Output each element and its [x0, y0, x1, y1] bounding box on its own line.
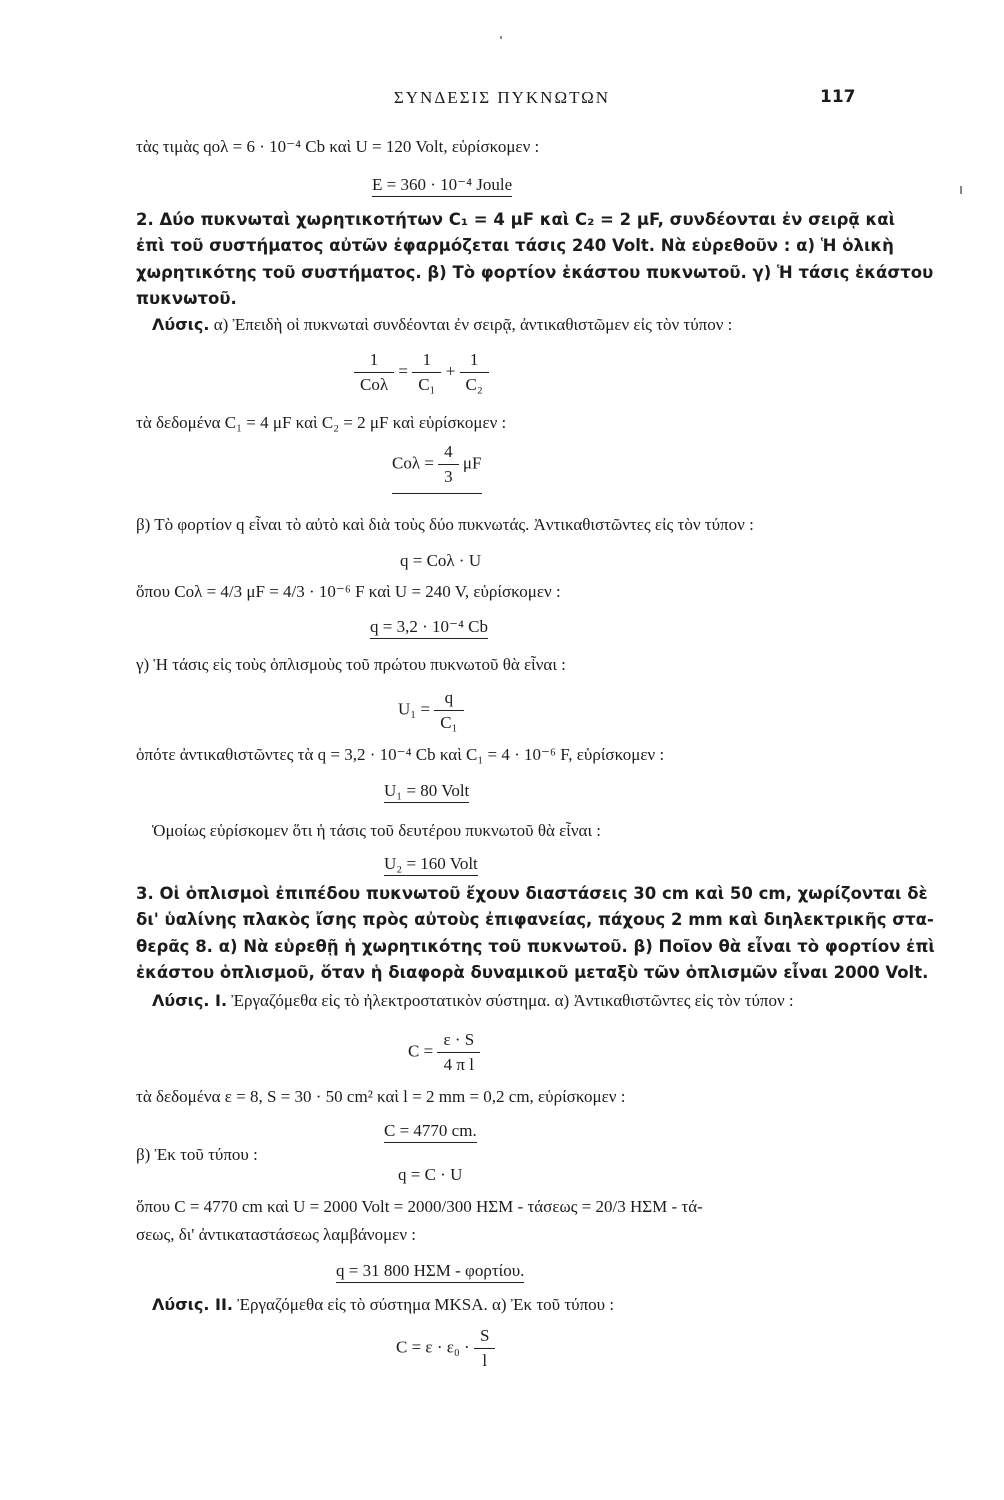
p3-b-given-1: ὅπου C = 4770 cm καὶ U = 2000 Volt = 2000/300 ΗΣΜ - τάσεως = 20/3 ΗΣΜ - τά-	[136, 1197, 703, 1216]
solution-1-text: Ἐργαζόμεθα εἰς τὸ ἠλεκτροστατικὸν σύστημα. α) Ἀντικαθιστῶντες εἰς τὸν τύπον :	[231, 991, 794, 1010]
p3-b-given-2: σεως, δι' ἀντικαταστάσεως λαμβάνομεν :	[136, 1225, 416, 1244]
p3-result-1: C = 4770 cm.	[384, 1122, 477, 1143]
page-number: 117	[820, 87, 856, 107]
p3-line-1: 3. Οἱ ὁπλισμοὶ ἐπιπέδου πυκνωτοῦ ἔχουν διαστάσεις 30 cm καὶ 50 cm, χωρίζονται δὲ	[136, 884, 928, 903]
p3-line-4: ἑκάστου ὁπλισμοῦ, ὅταν ἡ διαφορὰ δυναμικοῦ μεταξὺ τῶν ὁπλισμῶν εἶναι 2000 Volt.	[136, 963, 929, 982]
solution-label: Λύσις.	[152, 315, 210, 334]
p2-solution	[152, 316, 732, 333]
p3-line-2: δι' ὑαλίνης πλακὸς ἴσης πρὸς αὐτοὺς ἐπιφανείας, πάχους 2 mm καὶ διηλεκτρικῆς στα-	[136, 910, 934, 929]
p3-b-result: q = 31 800 ΗΣΜ - φορτίου.	[336, 1262, 524, 1283]
p2-line-2: ἐπὶ τοῦ συστήματος αὐτῶν ἐφαρμόζεται τάσις 240 Volt. Νὰ εὑρεθοῦν : α) Ἡ ὁλικὴ	[136, 236, 894, 255]
p2-b-result: q = 3,2 · 10⁻⁴ Cb	[370, 618, 488, 639]
series-formula: $\frac{1}{\text{Cολ}}$ = $\frac{1}{\text{C₁}}$ + $\frac{1}{\text{C₂}}$	[354, 350, 489, 395]
p2-c-text: γ) Ἡ τάσις εἰς τοὺς ὁπλισμοὺς τοῦ πρώτου πυκνωτοῦ θὰ εἶναι :	[136, 655, 566, 674]
p3-solution-1	[152, 992, 794, 1009]
p3-b-label: β) Ἐκ τοῦ τύπου :	[136, 1145, 258, 1164]
solution-2-text: Ἐργαζόμεθα εἰς τὸ σύστημα MKSA. α) Ἐκ τοῦ τύπου :	[237, 1295, 615, 1314]
scan-speck	[500, 36, 502, 39]
solution-text: α) Ἐπειδὴ οἱ πυκνωταὶ συνδέονται ἐν σειρᾷ, ἀντικαθιστῶμεν εἰς τὸν τύπον :	[213, 315, 733, 334]
intro-result: E = 360 · 10⁻⁴ Joule	[372, 176, 512, 197]
p2-c-text2: Ὁμοίως εὑρίσκομεν ὅτι ἡ τάσις τοῦ δευτέρου πυκνωτοῦ θὰ εἶναι :	[152, 821, 601, 840]
p2-b-text: β) Τὸ φορτίον q εἶναι τὸ αὐτὸ καὶ διὰ τοὺς δύο πυκνωτάς. Ἀντικαθιστῶντες εἰς τὸν τύπον :	[136, 515, 754, 534]
p2-c-result: U₁ = 80 Volt	[384, 782, 469, 803]
p2-b-given: ὅπου Cολ = 4/3 μF = 4/3 · 10⁻⁶ F καὶ U = 240 V, εὑρίσκομεν :	[136, 582, 561, 601]
p2-c-formula: U₁ = $\frac{q}{\text{C₁}}$	[398, 688, 464, 733]
p3-formula-1: C = $\frac{\varepsilon \cdot S}{\text{4 π l}}$	[408, 1030, 480, 1075]
solution-1-label: Λύσις. Ι.	[152, 991, 228, 1010]
p3-formula-2: C = ε · ε₀ · $\frac{S}{l}$	[396, 1326, 495, 1371]
p2-line-3: χωρητικότης τοῦ συστήματος. β) Τὸ φορτίον ἑκάστου πυκνωτοῦ. γ) Ἡ τάσις ἑκάστου	[136, 263, 934, 282]
p3-solution-2	[152, 1296, 614, 1313]
p3-line-3: θερᾶς 8. α) Νὰ εὑρεθῇ ἡ χωρητικότης τοῦ πυκνωτοῦ. β) Ποῖον θὰ εἶναι τὸ φορτίον ἐπὶ	[136, 937, 935, 956]
solution-2-label: Λύσις. ΙΙ.	[152, 1295, 233, 1314]
p3-b-formula: q = C · U	[398, 1165, 463, 1184]
result-col: Cολ = $\frac{4}{3}$ μF	[392, 442, 482, 494]
intro-line: τὰς τιμὰς qολ = 6 · 10⁻⁴ Cb καὶ U = 120 Volt, εὑρίσκομεν :	[136, 137, 540, 156]
p3-given-1: τὰ δεδομένα ε = 8, S = 30 · 50 cm² καὶ l = 2 mm = 0,2 cm, εὑρίσκομεν :	[136, 1087, 626, 1106]
running-header: ΣΥΝΔΕΣΙΣ ΠΥΚΝΩΤΩΝ	[393, 88, 611, 107]
p2-c-given: ὁπότε ἀντικαθιστῶντες τὰ q = 3,2 · 10⁻⁴ Cb καὶ C₁ = 4 · 10⁻⁶ F, εὑρίσκομεν :	[136, 745, 665, 764]
p2-b-formula: q = Cολ · U	[400, 551, 482, 570]
p2-given: τὰ δεδομένα C₁ = 4 μF καὶ C₂ = 2 μF καὶ εὑρίσκομεν :	[136, 413, 507, 432]
p2-line-1: 2. Δύο πυκνωταὶ χωρητικοτήτων C₁ = 4 μF καὶ C₂ = 2 μF, συνδέονται ἐν σειρᾷ καὶ	[136, 210, 895, 229]
p2-c-result2: U₂ = 160 Volt	[384, 855, 478, 876]
p2-line-4: πυκνωτοῦ.	[136, 289, 237, 308]
scan-speck	[960, 186, 962, 194]
